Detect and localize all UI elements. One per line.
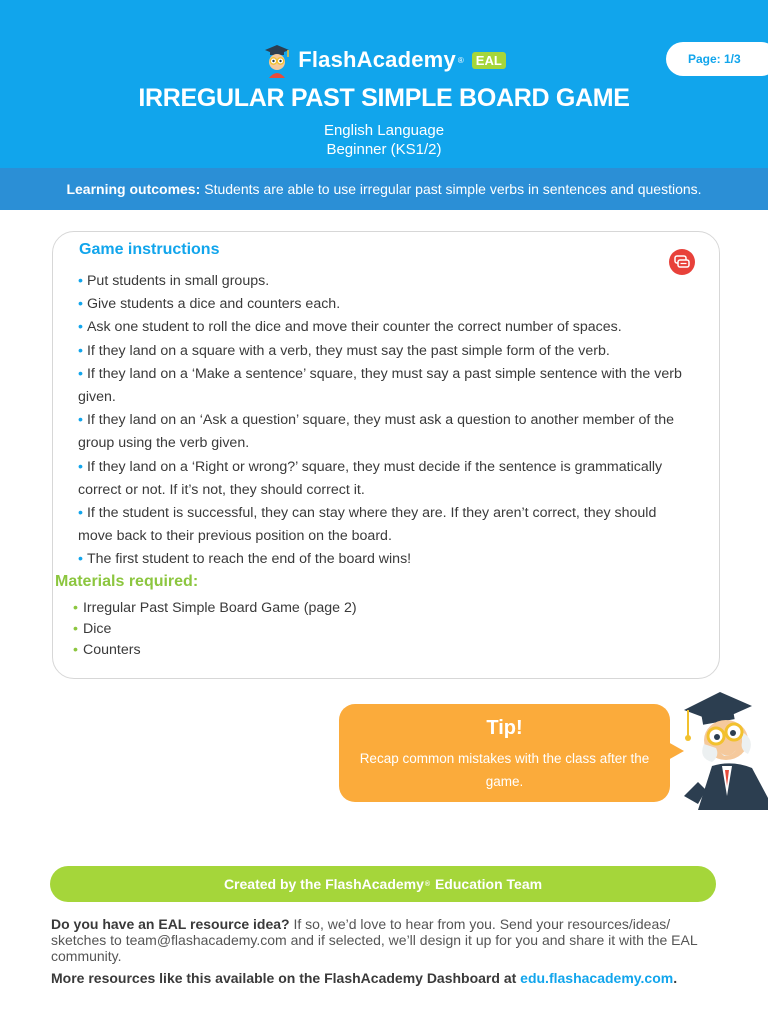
- list-item: • If they land on a square with a verb, they must say the past simple form of the verb.: [78, 342, 610, 359]
- learning-outcomes-text: Students are able to use irregular past simple verbs in sentences and questions.: [204, 181, 702, 197]
- tip-box: [339, 704, 670, 802]
- list-item: • Give students a dice and counters each.: [78, 296, 341, 313]
- more-resources-end: .: [673, 970, 678, 986]
- bullet-icon: •: [78, 458, 83, 475]
- brand: [0, 42, 768, 78]
- list-item: • If they land on a ‘Right or wrong?’ square, they must decide if the sentence is grammatically correct or not. If it’s not, they should correct it.: [78, 458, 663, 498]
- list-item: • Ask one student to roll the dice and move their counter the correct number of spaces.: [78, 319, 622, 336]
- tip-title: Tip!: [486, 717, 523, 739]
- created-by-suffix: Education Team: [434, 876, 543, 892]
- page-indicator: Page: 1/3: [666, 42, 768, 76]
- subject-label: English Language: [323, 122, 445, 139]
- bullet-icon: •: [78, 273, 83, 289]
- bullet-icon: •: [78, 412, 83, 429]
- list-item: • If they land on an ‘Ask a question’ square, they must ask a question to another member of the group using the verb given.: [78, 412, 674, 452]
- dashboard-link[interactable]: edu.flashacademy.com: [520, 970, 674, 986]
- resource-idea-question: Do you have an EAL resource idea?: [51, 916, 290, 932]
- created-by-banner: [50, 866, 716, 902]
- bullet-icon: •: [73, 642, 78, 658]
- materials-title: Materials required:: [55, 573, 199, 590]
- resource-idea-text: If so, we’d love to hear from you. Send your resources/ideas/ sketches to team@flashacademy.com and if selected, we’ll design it up for you and share it with the EAL community.: [51, 916, 698, 964]
- list-item: • Counters: [73, 642, 141, 658]
- bullet-icon: •: [78, 319, 83, 336]
- created-by-registered-mark: ®: [424, 880, 431, 888]
- list-item: • Dice: [73, 621, 112, 637]
- learning-outcomes-bar: [0, 168, 768, 210]
- learning-outcomes-label: Learning outcomes:: [66, 181, 201, 197]
- brand-registered-mark: ®: [457, 55, 464, 65]
- graduate-mascot-icon: [262, 42, 292, 78]
- bullet-icon: •: [78, 505, 83, 522]
- brand-name: FlashAcademy: [298, 47, 456, 72]
- list-item: • If they land on a ‘Make a sentence’ square, they must say a past simple sentence with the verb given.: [78, 365, 682, 406]
- bullet-icon: •: [78, 365, 83, 382]
- list-item: • Put students in small groups.: [78, 273, 270, 289]
- game-instructions-title: Game instructions: [79, 241, 220, 258]
- resource-idea-paragraph: [51, 916, 721, 964]
- page-title: IRREGULAR PAST SIMPLE BOARD GAME: [138, 84, 630, 112]
- bullet-icon: •: [78, 342, 83, 359]
- bullet-icon: •: [73, 600, 78, 616]
- header-banner: [0, 0, 768, 168]
- tip-text: Recap common mistakes with the class after the game.: [359, 751, 650, 789]
- list-item: • The first student to reach the end of the board wins!: [78, 551, 412, 568]
- materials-list: [73, 598, 357, 661]
- professor-mascot-icon: [676, 686, 768, 810]
- level-label: Beginner (KS1/2): [326, 141, 442, 158]
- eal-badge: EAL: [472, 52, 506, 69]
- list-item: • Irregular Past Simple Board Game (page 2): [73, 600, 357, 616]
- more-resources-text: More resources like this available on the FlashAcademy Dashboard at: [51, 970, 517, 986]
- created-by-prefix: Created by the FlashAcademy: [223, 876, 424, 892]
- more-resources-line: [51, 970, 731, 986]
- instructions-list: [78, 270, 690, 572]
- bullet-icon: •: [78, 296, 83, 313]
- bullet-icon: •: [78, 551, 83, 568]
- list-item: • If the student is successful, they can stay where they are. If they aren’t correct, they should move back to their previous position on the board.: [78, 505, 657, 545]
- bullet-icon: •: [73, 621, 78, 637]
- instructions-card: [52, 231, 720, 679]
